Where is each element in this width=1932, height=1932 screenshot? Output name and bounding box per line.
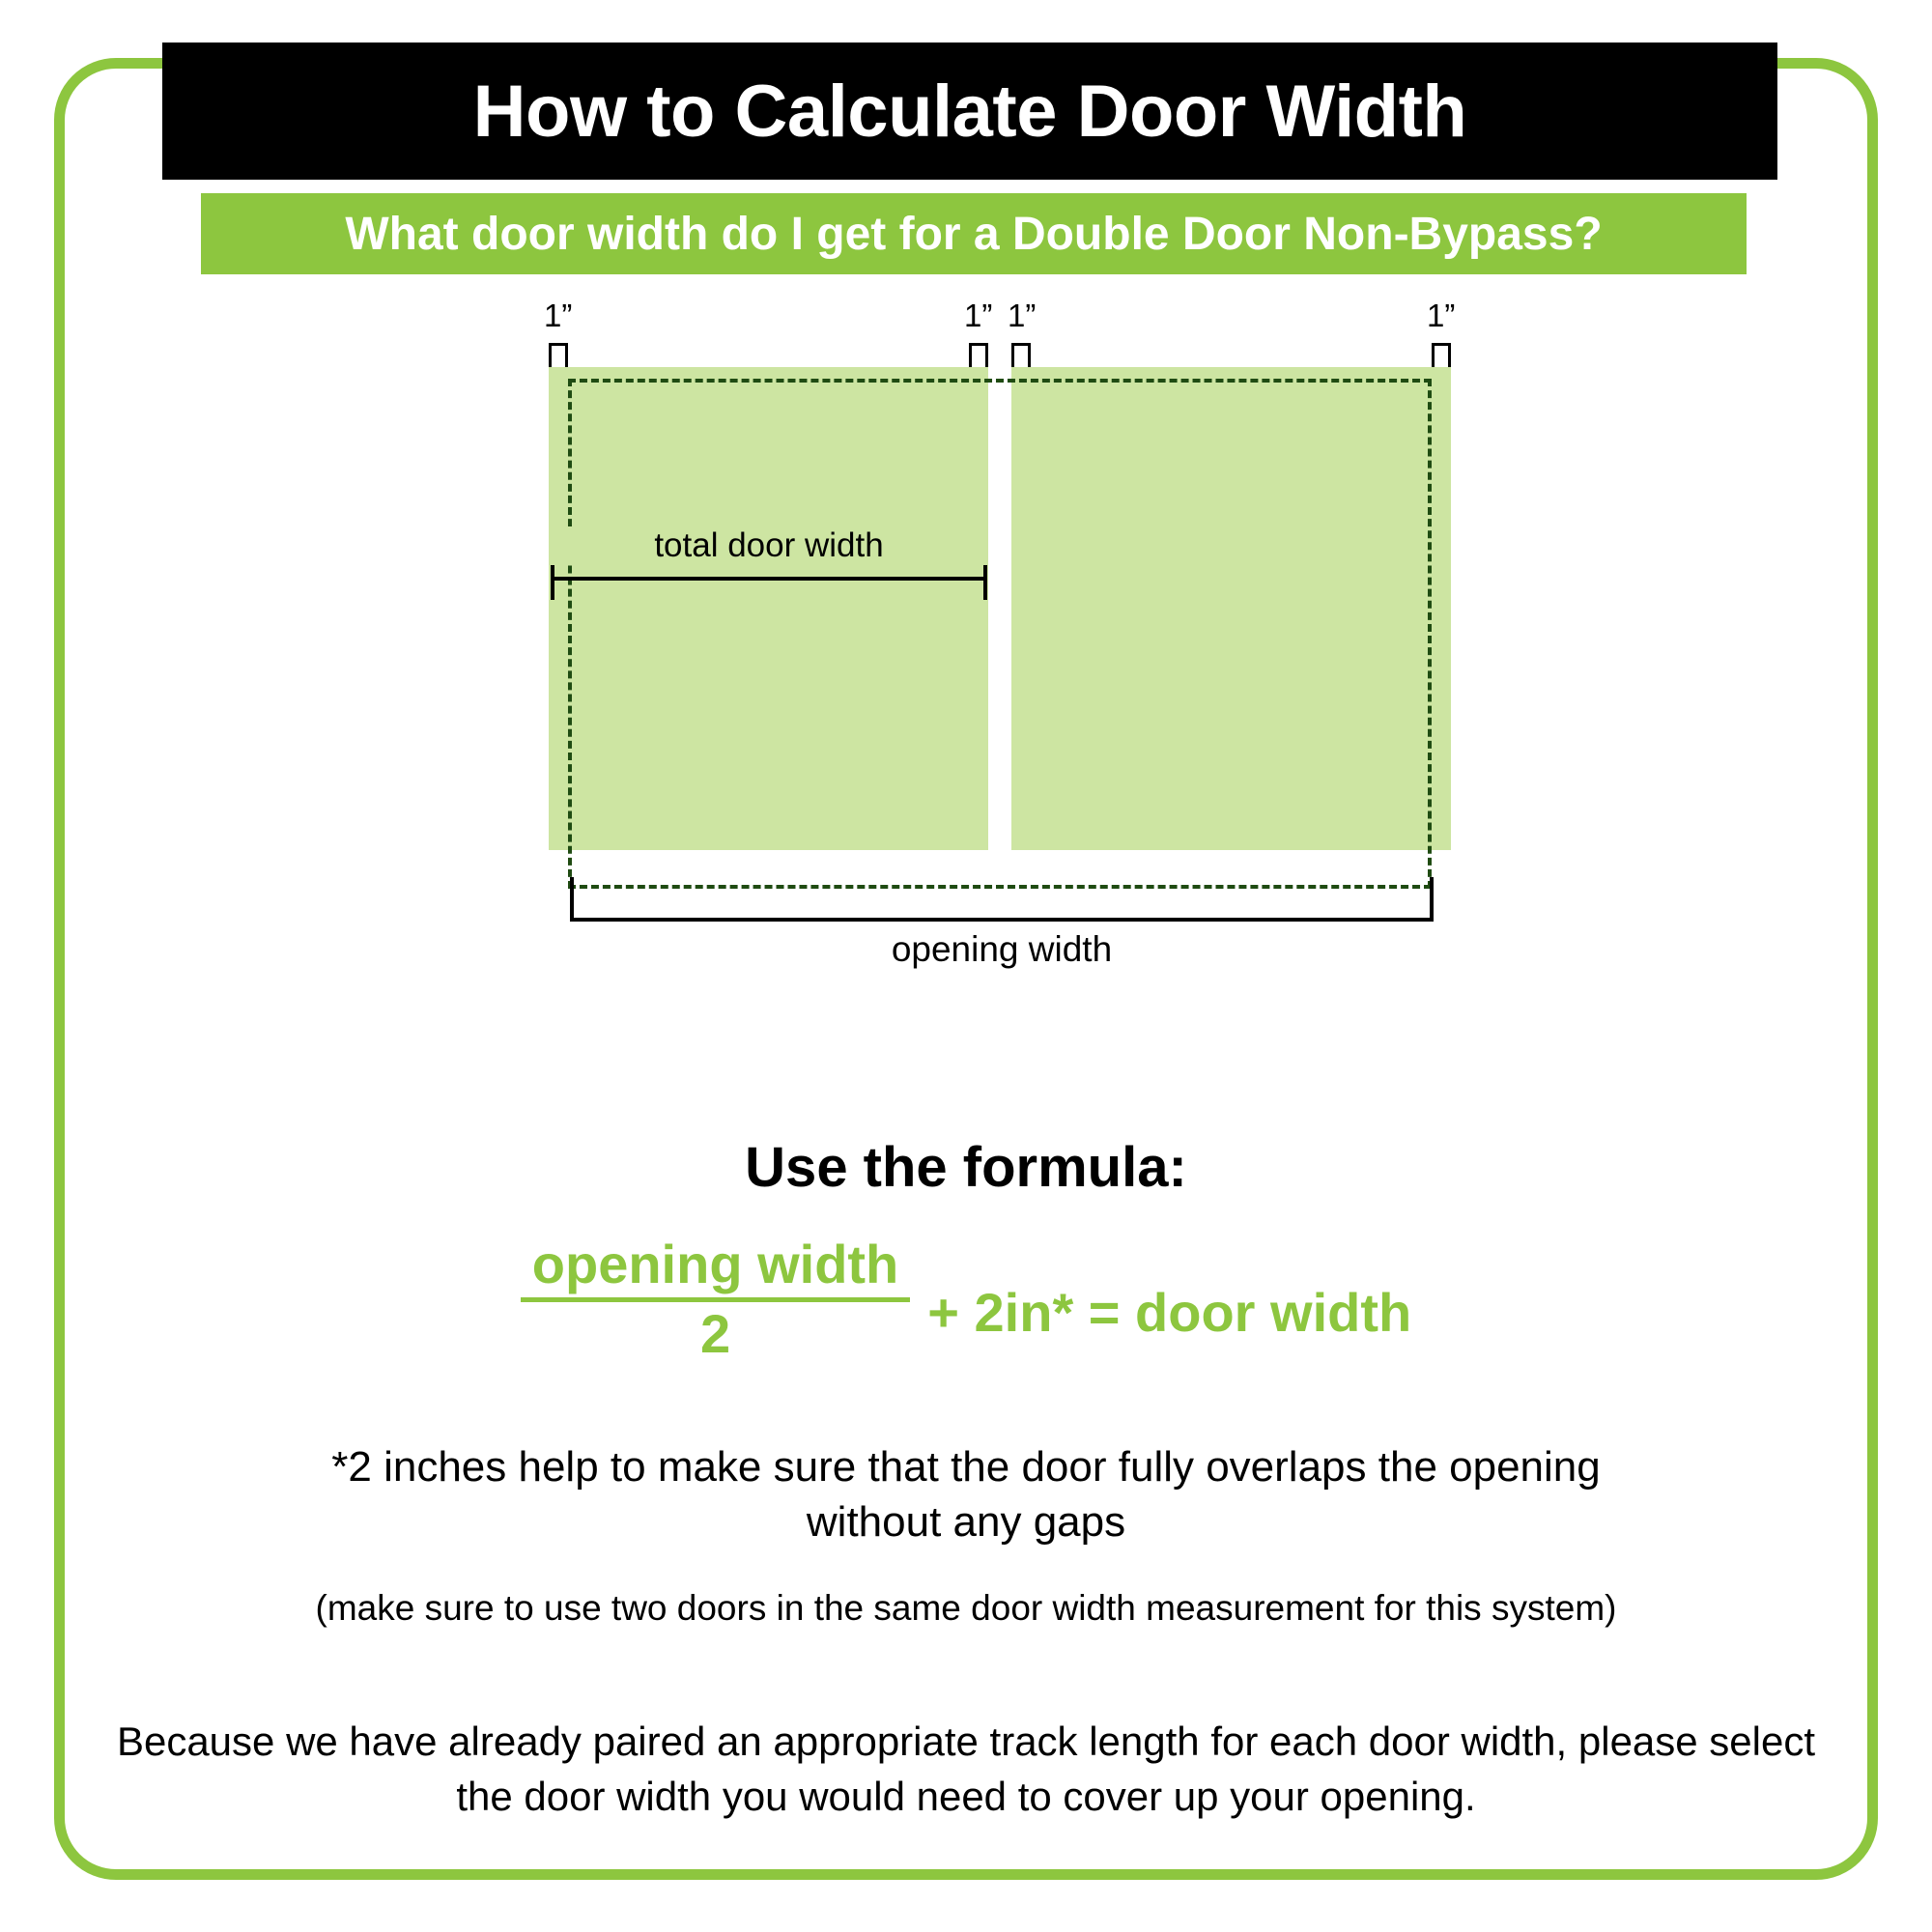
opening-width-label: opening width [891,929,1113,969]
gap-label-left-outer: 1” [544,298,573,333]
subtitle-bar [201,193,1747,274]
formula-fraction [521,1236,910,1363]
footnote-text: *2 inches help to make sure that the door fully overlaps the opening without any gaps [331,1443,1601,1547]
gap-label-center-left: 1” [964,298,993,333]
formula-numerator: opening width [531,1234,899,1294]
door-diagram [0,290,1932,1092]
subtitle-text: What door width do I get for a Double Door Non-Bypass? [345,208,1603,260]
closing-note: Because we have already paired an appropriate track length for each door width, please select the door width you would need to cover up your opening. [116,1719,1816,1819]
opening-width-line [570,918,1434,922]
formula-denominator: 2 [699,1302,731,1364]
opening-outline [568,379,1432,889]
title-bar [162,43,1777,180]
opening-width-cap-left [570,877,574,922]
gap-label-center-right: 1” [1008,298,1037,333]
formula-heading: Use the formula: [745,1136,1187,1199]
formula-expression [0,1236,1932,1363]
opening-width-cap-right [1430,877,1434,922]
total-door-width-line [551,577,987,581]
page-title: How to Calculate Door Width [472,70,1467,153]
parenthetical-note: (make sure to use two doors in the same door width measurement for this system) [315,1588,1617,1628]
gap-label-right-outer: 1” [1427,298,1456,333]
total-door-width-label: total door width [551,526,987,565]
formula-tail: + 2in* = door width [927,1281,1412,1343]
